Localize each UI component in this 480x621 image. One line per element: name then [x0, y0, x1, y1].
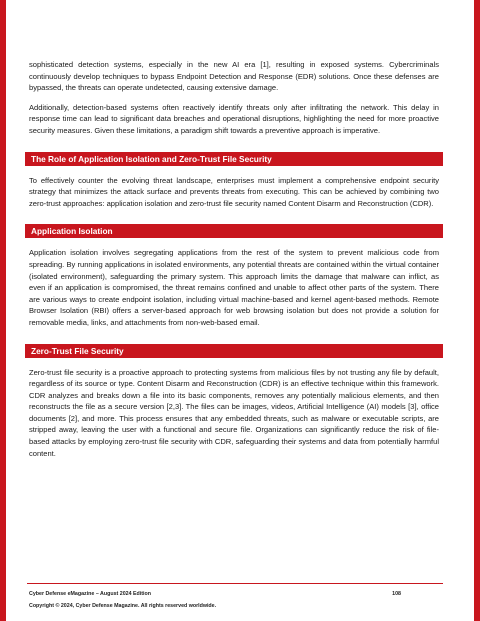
intro-paragraph-2: Additionally, detection-based systems often reactively identify threats only after infiltrating the network. This delay in response time can lead to significant data breaches and operational disruptions, highlighting the need for more proactive security measures. Given these limitations, a paradigm shift towards a preventive approach is imperative. — [29, 102, 439, 135]
section-heading-isolation-zero-trust: The Role of Application Isolation and Zero-Trust File Security — [25, 152, 443, 166]
section-3-paragraph: Zero-trust file security is a proactive approach to protecting systems from malicious files by not trusting any file by default, regardless of its source or type. Content Disarm and Reconstruction (CDR) is an effective technique within this framework. CDR analyzes and breaks down a file into its basic components, removes any potentially malicious elements, and then reconstructs the file as a secure version [2,3]. The files can be images, videos, Artificial Intelligence (AI) models [3], office documents [2], and more. This process ensures that any embedded threats, such as malware or executable scripts, are stripped away, leaving the user with a functional and secure file. Organizations can significantly reduce the risk of file-based attacks by employing zero-trust file security with CDR, safeguarding their systems and data from potentially harmful content. — [29, 367, 439, 458]
intro-paragraph-1: sophisticated detection systems, especially in the new AI era [1], resulting in exposed systems. Cybercriminals continuously develop techniques to bypass Endpoint Detection and Response (EDR) solutions. Once these defenses are bypassed, the threats can operate undetected, causing extensive damage. — [29, 60, 439, 93]
footer-copyright: Copyright © 2024, Cyber Defense Magazine. All rights reserved worldwide. — [29, 603, 217, 609]
left-page-edge — [0, 0, 6, 621]
section-heading-application-isolation: Application Isolation — [25, 224, 443, 238]
article-body — [29, 59, 439, 467]
page-number: 108 — [392, 591, 401, 597]
page-footer — [29, 591, 439, 609]
section-2-paragraph: Application isolation involves segregating applications from the rest of the system to prevent malicious code from spreading. By running applications in isolated environments, any potential threats are contained within the virtual container (isolated environment), safeguarding the primary system. This approach limits the damage that malware can inflict, as even if an application is compromised, the threat remains confined and unable to affect other parts of the system. There are various ways to create endpoint isolation, including virtual machine-based and kernel agent-based methods. Remote Browser Isolation (RBI) offers a server-based approach for web browsing isolation but does not provide a solution for removable media, links, and attachments from non-web-based email. — [29, 248, 439, 327]
right-page-edge — [474, 0, 480, 621]
section-1-paragraph: To effectively counter the evolving threat landscape, enterprises must implement a comprehensive endpoint security strategy that minimizes the attack surface and prevents threats from executing. This can be achieved by combining two zero-trust approaches: application isolation and zero-trust file security named Content Disarm and Reconstruction (CDR). — [29, 175, 439, 208]
footer-divider — [27, 583, 443, 584]
section-heading-zero-trust-file-security: Zero-Trust File Security — [25, 344, 443, 358]
footer-publication: Cyber Defense eMagazine – August 2024 Edition — [29, 591, 151, 597]
